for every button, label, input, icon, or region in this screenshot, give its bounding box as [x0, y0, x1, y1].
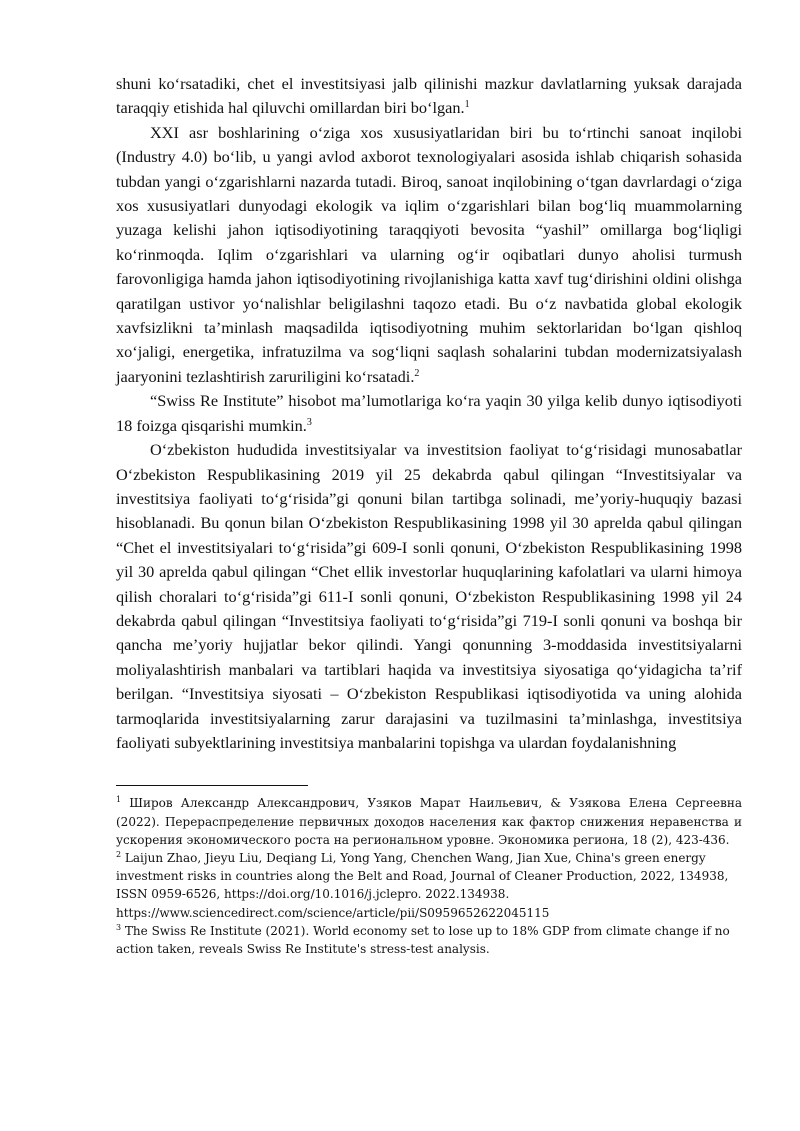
- paragraph-2: XXI asr boshlarining oʻziga xos xususiyatlaridan biri bu toʻrtinchi sanoat inqilobi (Industry 4.0) boʻlib, u yangi avlod axborot texnologiyalari asosida ishlab chiqarish sohasida tubdan yangi oʻzgarishlarni nazarda tutadi. Biroq, sanoat inqilobining oʻtgan davrlardagi oʻziga xos xususiyatlari dunyodagi ekologik va iqlim oʻzgarishlari bilan bogʻliq muammolarning yuzaga kelishi jahon iqtisodiyotining taraqqiyoti bevosita “yashil” omillarga bogʻliqligi koʻrinmoqda. Iqlim oʻzgarishlari va ularning ogʻir oqibatlari dunyo aholisi turmush farovonligiga hamda jahon iqtisodiyotining rivojlanishiga katta xavf tugʻdirishini oldini olishga qaratilgan ustivor yoʻnalishlar beligilashni taqozo etadi. Bu oʻz navbatida global ekologik xavfsizlikni taʼminlash maqsadilda iqtisodiyotning muhim sektorlaridan boʻlgan qishloq xoʻjaligi, energetika, infratuzilma va sogʻliqni saqlash sohalarini tubdan modernizatsiyalash jaaryonini tezlashtirish zaruriligini koʻrsatadi.$^2$: [116, 122, 742, 386]
- paragraph-4: Oʻzbekiston hududida investitsiyalar va investitsion faoliyat toʻgʻrisidagi munosabatlar Oʻzbekiston Respublikasining 2019 yil 25 dekabrda qabul qilingan “Investitsiyalar va investitsiya faoliyati toʻgʻrisida”gi qonuni bilan tartibga solinadi, meʼyoriy-huquqiy bazasi hisoblanadi. Bu qonun bilan Oʻzbekiston Respublikasining 1998 yil 30 aprelda qabul qilingan “Chet el investitsiyalari toʻgʻrisida”gi 609-I sonli qonuni, Oʻzbekiston Respublikasining 1998 yil 30 aprelda qabul qilingan “Chet ellik investorlar huquqlarining kafolatlari va ularni himoya qilish choralari toʻgʻrisida”gi 611-I sonli qonuni, Oʻzbekiston Respublikasining 1998 yil 24 dekabrda qabul qilingan “Investitsiya faoliyati toʻgʻrisida”gi 719-I sonli qonuni va boshqa bir qancha meʼyoriy hujjatlar bekor qilindi. Yangi qonunning 3-moddasida investitsiyalarni moliyalashtirish manbalari va tartiblari haqida va investitsiya siyosatiga qoʻyidagicha taʼrif berilgan. “Investitsiya siyosati – Oʻzbekiston Respublikasi iqtisodiyotida va uning alohida tarmoqlarida investitsiyalarning zarur darajasini va tuzilmasini taʼminlashga, investitsiya faoliyati subyektlarining investitsiya manbalarini topishga va ulardan foydalanishning: [116, 440, 742, 752]
- footnotes: [116, 794, 742, 958]
- footnote-mark-3: 3: [116, 922, 122, 932]
- footnote-3: $^3$ The Swiss Re Institute (2021). World economy set to lose up to 18% GDP from climate change if no action taken, reveals Swiss Re Institute's stress-test analysis.: [116, 922, 730, 956]
- footnote-ref-3[interactable]: 3: [306, 416, 312, 428]
- footnote-mark-2: 2: [116, 849, 122, 859]
- footnote-separator: [116, 785, 308, 786]
- document-page: [116, 72, 742, 958]
- footnote-ref-1[interactable]: 1: [464, 99, 470, 111]
- body-text: [116, 72, 742, 755]
- footnote-ref-2[interactable]: 2: [414, 367, 420, 379]
- paragraph-1: shuni koʻrsatadiki, chet el investitsiyasi jalb qilinishi mazkur davlatlarning yuksak darajada taraqqiy etishida hal qiluvchi omillardan biri boʻlgan.$^1$: [116, 74, 742, 118]
- paragraph-3: “Swiss Re Institute” hisobot maʼlumotlariga koʻra yaqin 30 yilga kelib dunyo iqtisodiyoti 18 foizga qisqarishi mumkin.$^3$: [116, 391, 742, 435]
- footnote-1: $^1$ Широв Александр Александрович, Узяков Марат Наильевич, & Узякова Елена Сергеевна (2022). Перераспределение первичных доходов населения как фактор снижения неравенства и ускорения экономического роста на региональном уровне. Экономика региона, 18 (2), 423-436.: [116, 795, 742, 847]
- footnote-mark-1: 1: [116, 795, 122, 805]
- footnote-2: $^2$ Laijun Zhao, Jieyu Liu, Deqiang Li, Yong Yang, Chenchen Wang, Jian Xue, China's green energy investment risks in countries along the Belt and Road, Journal of Cleaner Production, 2022, 134938, ISSN 0959-6526, https://doi.org/10.1016/j.jclepro. 2022.134938. https://www.sciencedirect.com/science/article/pii/S0959652622045115: [116, 849, 729, 920]
